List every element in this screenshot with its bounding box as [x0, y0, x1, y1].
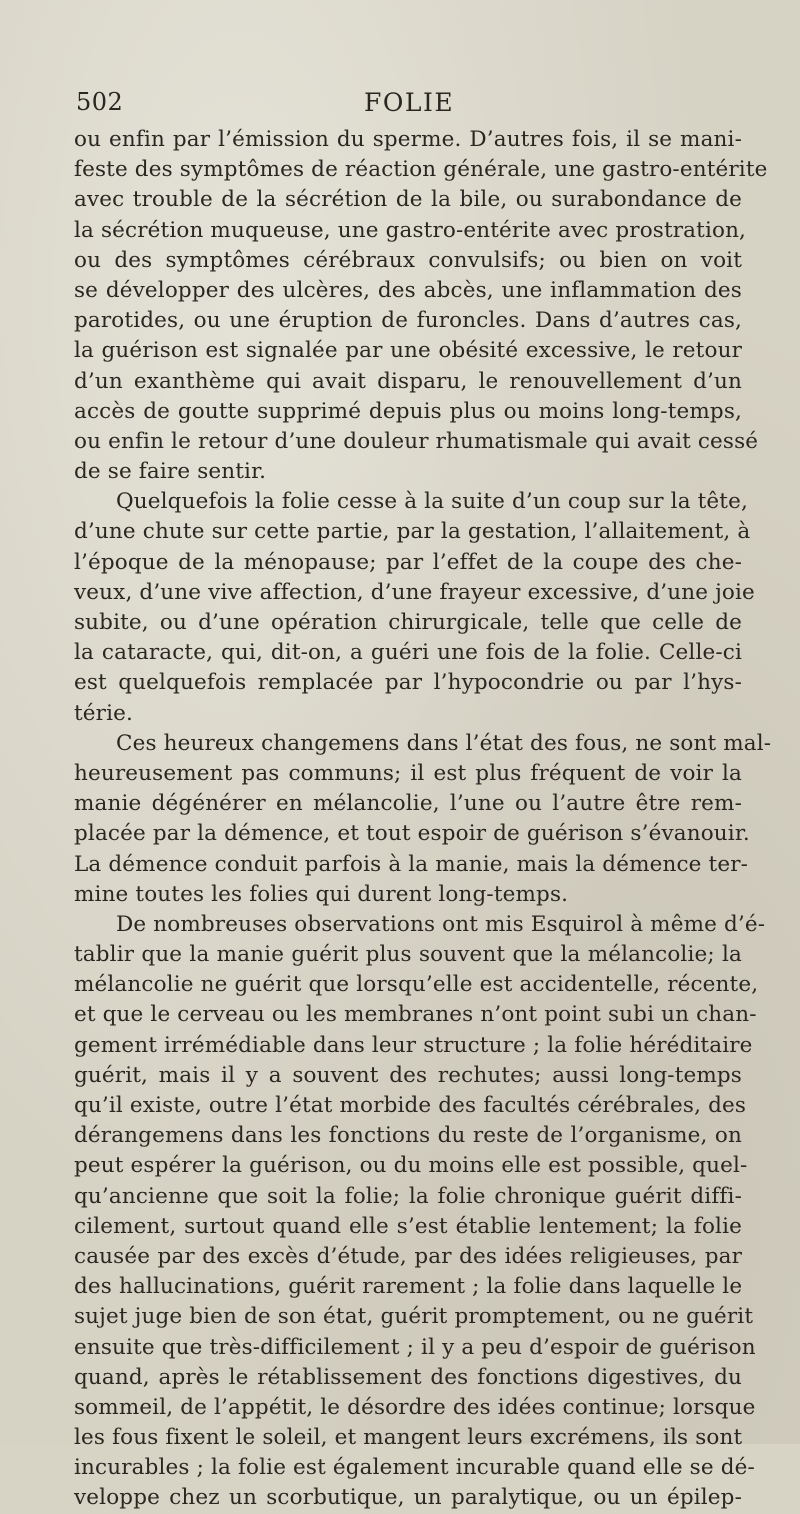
page-header [76, 88, 736, 120]
text-line: d’un exanthème qui avait disparu, le renouvellement d’un [74, 368, 742, 394]
text-line: mine toutes les folies qui durent long-temps. [74, 881, 569, 907]
text-line: gement irrémédiable dans leur structure ; la folie héréditaire [74, 1032, 753, 1058]
text-line: la sécrétion muqueuse, une gastro-entérite avec prostration, [74, 217, 747, 243]
text-line: qu’il existe, outre l’état morbide des facultés cérébrales, des [74, 1093, 747, 1118]
text-line: ensuite que très-difficilement ; il y a peu d’espoir de guérison [74, 1334, 756, 1360]
text-line: De nombreuses observations ont mis Esquirol à même d’é- [116, 911, 766, 937]
text-line: causée par des excès d’étude, par des idées religieuses, par [74, 1243, 742, 1269]
text-line: sujet juge bien de son état, guérit promptement, ou ne guérit [74, 1304, 754, 1330]
text-line: placée par la démence, et tout espoir de guérison s’évanouir. [74, 821, 750, 847]
running-head: FOLIE [364, 88, 455, 117]
text-line: est quelquefois remplacée par l’hypocondrie ou par l’hys- [74, 670, 742, 696]
text-line: subite, ou d’une opération chirurgicale, telle que celle de [74, 610, 742, 635]
page-number: 502 [76, 88, 124, 116]
text-line: peut espérer la guérison, ou du moins elle est possible, quel- [74, 1153, 748, 1179]
text-line: incurables ; la folie est également incurable quand elle se dé- [74, 1455, 755, 1481]
text-line: térie. [74, 700, 133, 726]
text-line: veloppe chez un scorbutique, un paralytique, ou un épilep- [74, 1485, 742, 1511]
text-line: guérit, mais il y a souvent des rechutes; aussi long-temps [74, 1062, 742, 1088]
text-line: de se faire sentir. [74, 459, 267, 485]
text-line: quand, après le rétablissement des fonctions digestives, du [74, 1364, 742, 1390]
text-line: Ces heureux changemens dans l’état des fous, ne sont mal- [116, 730, 772, 756]
text-line: la cataracte, qui, dit-on, a guéri une fois de la folie. Celle-ci [74, 640, 742, 666]
text-line: se développer des ulcères, des abcès, une inflammation des [74, 277, 742, 303]
body-text [74, 125, 772, 1514]
text-line: les fous fixent le soleil, et mangent leurs excrémens, ils sont [74, 1425, 743, 1451]
text-line: qu’ancienne que soit la folie; la folie chronique guérit diffi- [74, 1183, 742, 1209]
text-line: heureusement pas communs; il est plus fréquent de voir la [74, 760, 742, 786]
text-line: ou enfin le retour d’une douleur rhumatismale qui avait cessé [74, 428, 759, 454]
text-line: des hallucinations, guérit rarement ; la folie dans laquelle le [74, 1274, 743, 1300]
text-line: parotides, ou une éruption de furoncles. Dans d’autres cas, [74, 308, 742, 334]
text-line: et que le cerveau ou les membranes n’ont point subi un chan- [74, 1002, 757, 1028]
text-line: sommeil, de l’appétit, le désordre des idées continue; lorsque [74, 1394, 756, 1420]
text-line: Quelquefois la folie cesse à la suite d’un coup sur la tête, [116, 489, 748, 515]
text-line: accès de goutte supprimé depuis plus ou moins long-temps, [74, 398, 742, 424]
text-line: cilement, surtout quand elle s’est établie lentement; la folie [74, 1213, 742, 1239]
text-line: mélancolie ne guérit que lorsqu’elle est accidentelle, récente, [74, 972, 759, 998]
text-line: l’époque de la ménopause; par l’effet de la coupe des che- [74, 549, 742, 575]
text-line: ou enfin par l’émission du sperme. D’autres fois, il se mani- [74, 127, 742, 152]
text-line: la guérison est signalée par une obésité excessive, le retour [74, 338, 742, 364]
text-line: ou des symptômes cérébraux convulsifs; ou bien on voit [74, 247, 742, 273]
text-line: d’une chute sur cette partie, par la gestation, l’allaitement, à [74, 519, 751, 545]
text-line: veux, d’une vive affection, d’une frayeur excessive, d’une joie [74, 579, 755, 605]
text-line: avec trouble de la sécrétion de la bile, ou surabondance de [74, 187, 742, 213]
text-line: La démence conduit parfois à la manie, mais la démence ter- [74, 851, 749, 877]
text-line: feste des symptômes de réaction générale, une gastro-entérite [74, 157, 768, 183]
text-line: manie dégénérer en mélancolie, l’une ou l’autre être rem- [74, 791, 742, 817]
text-line: tablir que la manie guérit plus souvent que la mélancolie; la [74, 942, 742, 968]
text-line: dérangemens dans les fonctions du reste de l’organisme, on [74, 1123, 742, 1149]
